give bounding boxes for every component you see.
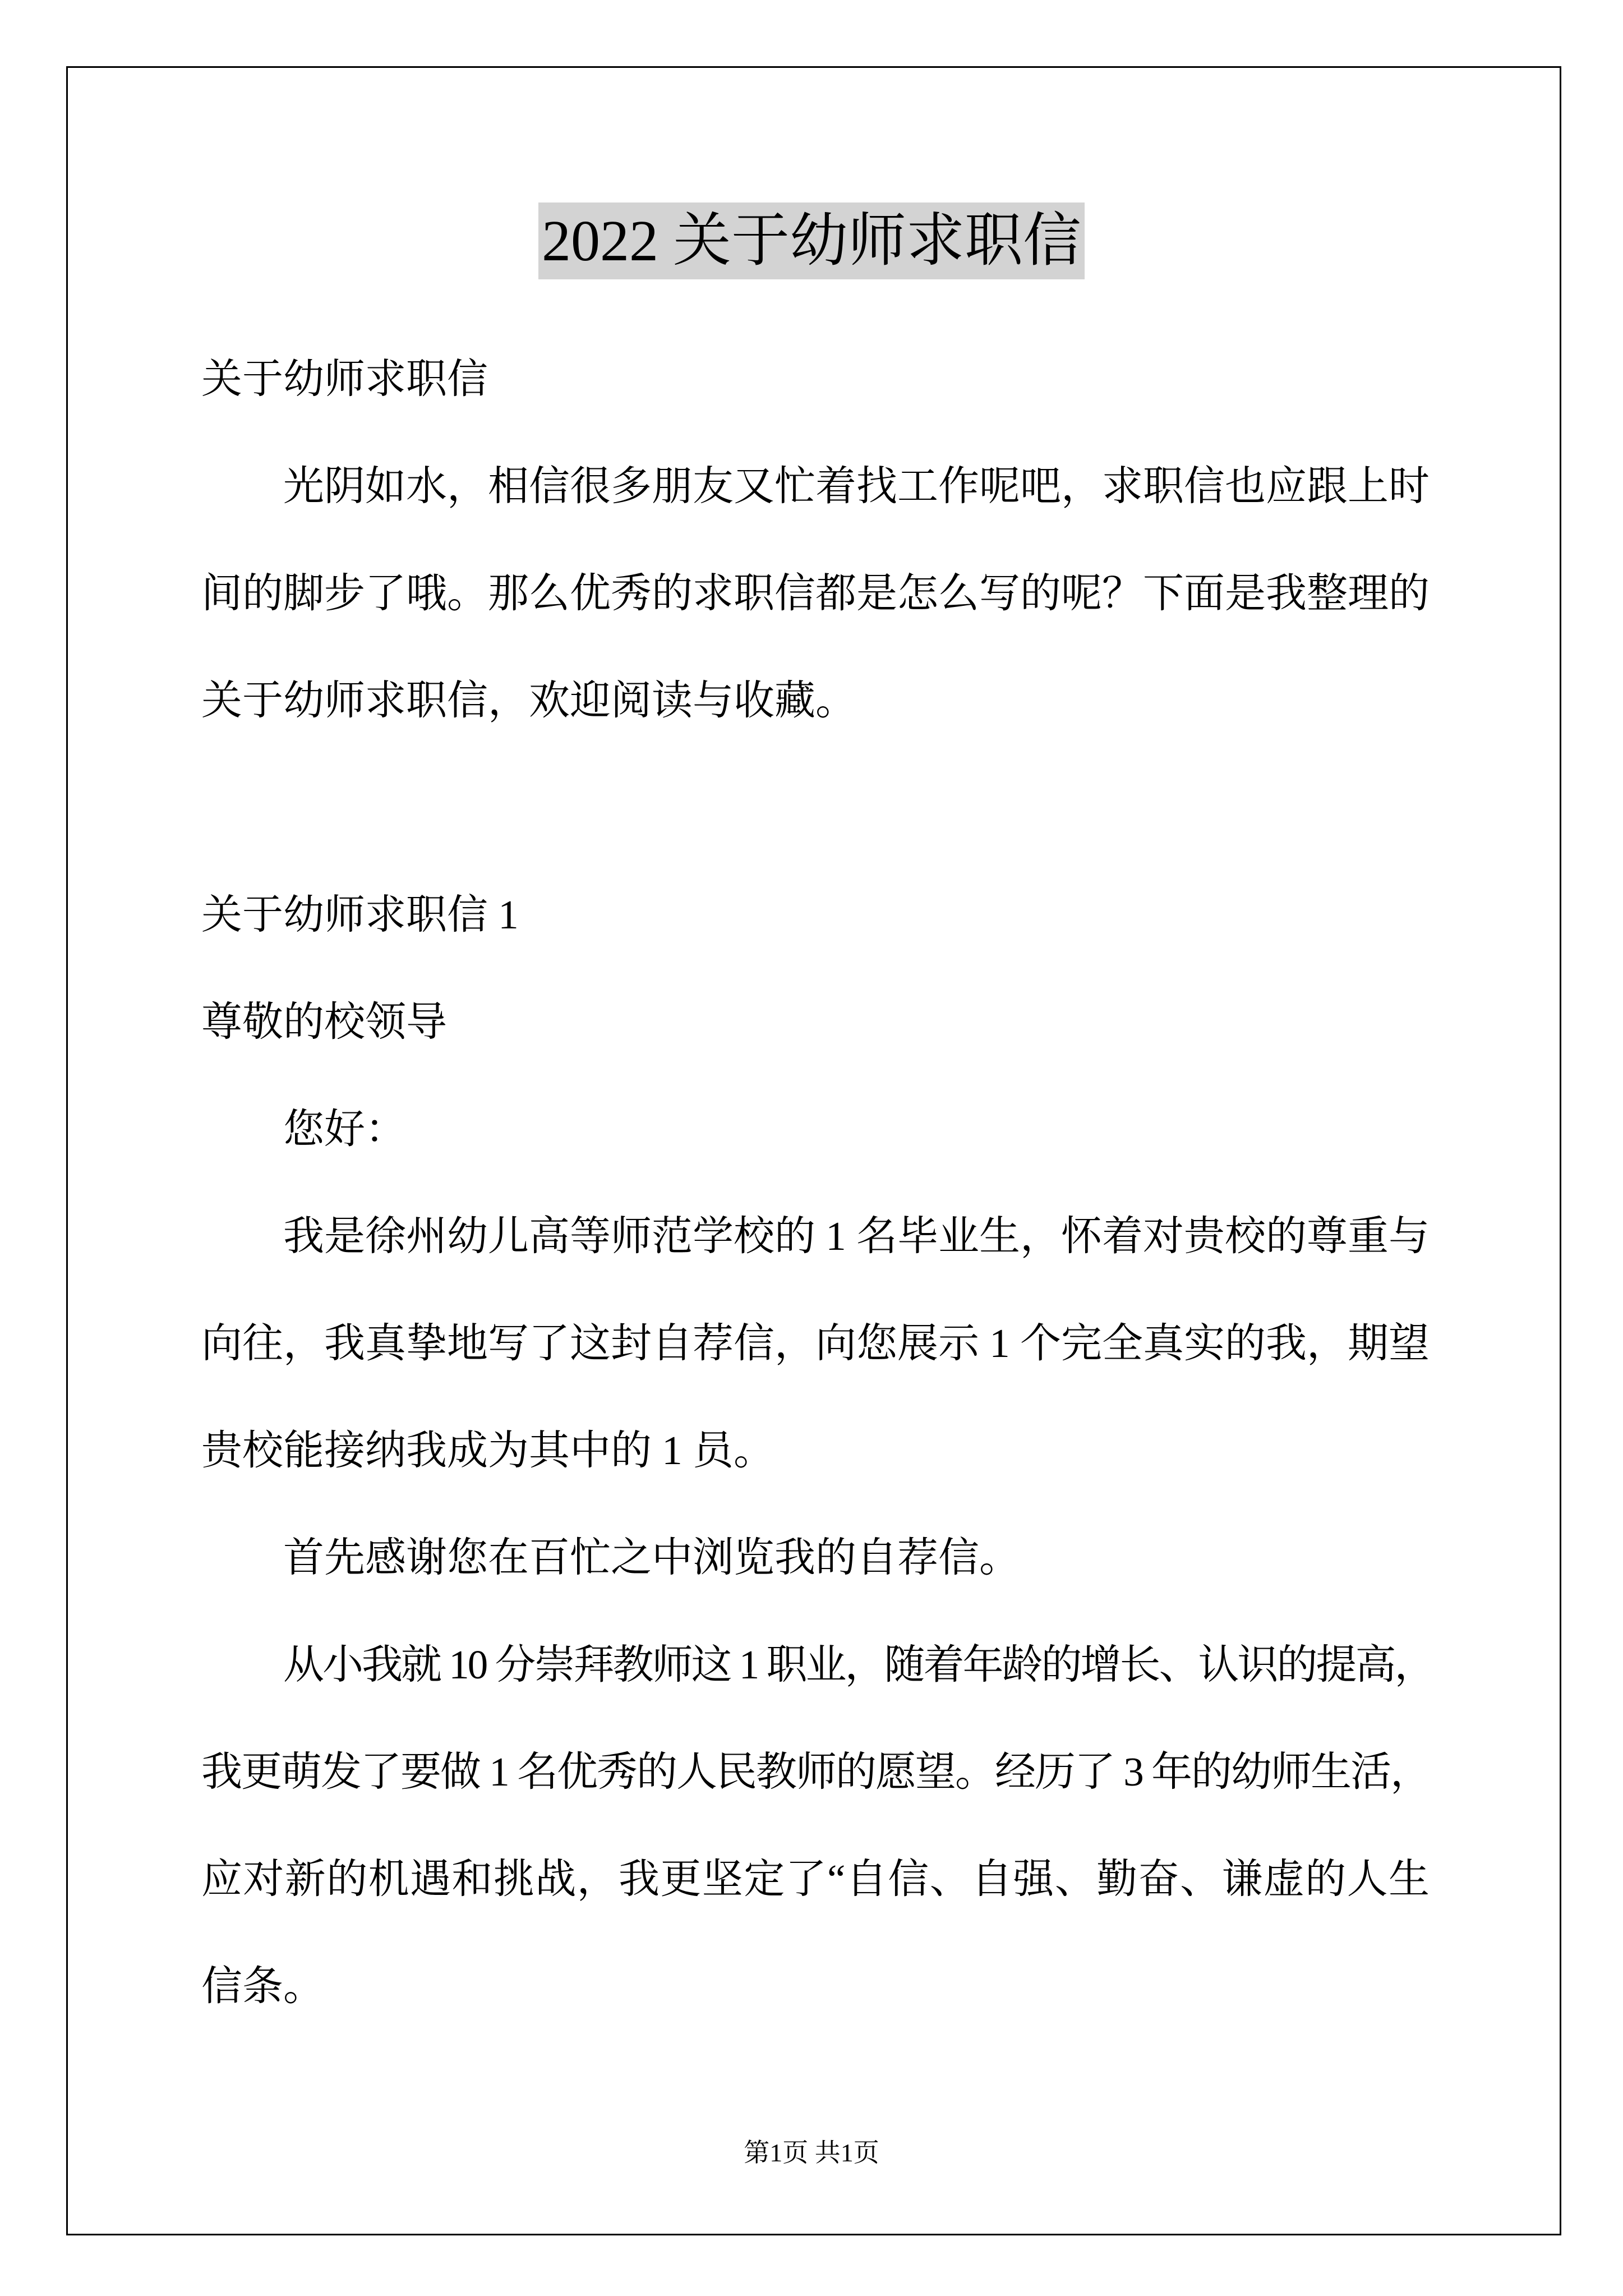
paragraph-line: 信条。 (201, 1963, 324, 2009)
document-body (201, 325, 1434, 2040)
paragraph-line: 我是徐州幼儿高等师范学校的 1 名毕业生，怀着对贵校的尊重与 (283, 1213, 1430, 1259)
title-area (0, 203, 1623, 279)
paragraph-line: 我更萌发了要做 1 名优秀的人民教师的愿望。经历了 3 年的幼师生活， (201, 1749, 1430, 1795)
paragraph-line: 应对新的机遇和挑战，我更坚定了“自信、自强、勤奋、谦虚的人生 (201, 1856, 1430, 1902)
document-title: 2022 关于幼师求职信 (538, 203, 1085, 279)
blank-line (201, 754, 1430, 861)
page-footer: 第1页 共1页 (744, 2138, 879, 2167)
paragraph-line: 首先感谢您在百忙之中浏览我的自荐信。 (283, 1535, 1020, 1580)
greeting: 您好： (283, 1106, 406, 1152)
letter-title: 关于幼师求职信 1 (201, 892, 519, 937)
intro-line: 间的脚步了哦。那么优秀的求职信都是怎么写的呢？下面是我整理的 (201, 570, 1430, 616)
paragraph-line: 从小我就 10 分崇拜教师这 1 职业，随着年龄的增长、认识的提高， (283, 1642, 1434, 1687)
paragraph-line: 贵校能接纳我成为其中的 1 员。 (201, 1428, 774, 1473)
section-heading: 关于幼师求职信 (201, 356, 488, 402)
intro-line: 关于幼师求职信，欢迎阅读与收藏。 (201, 678, 856, 723)
paragraph-line: 向往，我真挚地写了这封自荐信，向您展示 1 个完全真实的我，期望 (201, 1320, 1430, 1366)
salutation: 尊敬的校领导 (201, 999, 447, 1045)
intro-line: 光阴如水，相信很多朋友又忙着找工作呢吧，求职信也应跟上时 (283, 463, 1430, 509)
